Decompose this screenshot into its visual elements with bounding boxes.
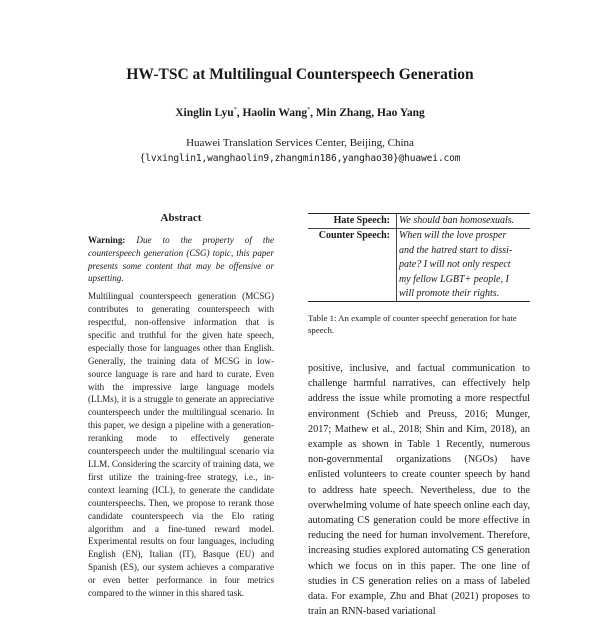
author-marker: * — [233, 107, 237, 114]
cell-line: pate? I will not only respect — [399, 259, 511, 271]
counter-speech-text — [396, 229, 530, 301]
table-bottom-rule — [308, 301, 530, 302]
table-caption: Table 1: An example of counter speechf generation for hate speech. — [308, 313, 517, 336]
hate-speech-text — [396, 214, 530, 228]
cell-line: will promote their rights. — [399, 288, 500, 300]
author-separator: , — [371, 107, 377, 119]
hate-speech-label: Hate Speech: — [333, 215, 390, 226]
counter-speech-label: Counter Speech: — [318, 230, 390, 242]
abstract-section — [88, 212, 274, 600]
content-warning — [88, 234, 274, 285]
abstract-body: Multilingual counterspeech generation (MCSG) contributes to generating counterspeech with respectful, non-offensive information that is specific and truthful for the given hate speech, especially those for languages other than English. Generally, the training data of MCSG in low-source language is rare and hard to curate. Even with the impressive large language models (LLMs), it is a struggle to generate an appreciative counterspeech under the multilingual scenario. In this paper, we design a pipeline with a generation-reranking mode to effectively generate counterspeech under the multilingual scenario via LLM. Considering the scarcity of training data, we first utilize the training-free strategy, i.e., in-context learning (ICL), to generate the candidate counterspeechs. Then, we propose to rerank those candidate counterspeech via the Elo rating algorithm and a fine-tuned reward model. Experimental results on four languages, including English (EN), Italian (IT), Basque (EU) and Spanish (ES), our system achieves a comparative or even better performance in four metrics compared to the winner in this shared task. — [88, 291, 274, 599]
cell-line: When will the love prosper — [399, 230, 507, 242]
author-name: Xinglin Lyu — [175, 107, 234, 119]
table-row — [308, 229, 530, 301]
example-table — [308, 213, 530, 302]
author-email[interactable]: {lvxinglin1,wanghaolin9,zhangmin186,yanghao30}@huawei.com — [139, 153, 461, 164]
abstract-heading: Abstract — [160, 212, 202, 224]
author-separator: , — [310, 107, 316, 119]
warning-text: Due to the property of the counterspeech generation (CSG) topic, this paper presents some content that may be offensive or upsetting. — [88, 235, 274, 284]
intro-paragraph: positive, inclusive, and factual communication to challenge harmful narratives, can effectively help address the issue while promoting a more respectful environment (Schieb and Preuss, 2016; Munger, 2017; Mathew et al., 2018; Shin and Kim, 2018), an example as shown in Table 1 Recently, numerous non-governmental organizations (NGOs) have enlisted volunteers to create counter speech by hand to address hate speech. Nevertheless, due to the overwhelming volume of hate speech online each day, automating CS generation could be more effective in reducing the need for human involvement. Therefore, increasing studies explored automating CS generation which we focus on in this paper. The one line of studies in CS generation relies on a mass of labeled data. For example, Zhu and Bhat (2021) proposes to train an RNN-based variational — [308, 363, 530, 618]
cell-line: We should ban homosexuals. — [399, 215, 515, 226]
author-name: Min Zhang — [315, 107, 372, 119]
cell-line: my fellow LGBT+ people, I — [399, 273, 509, 285]
author-list — [0, 107, 600, 119]
cell-line: and the hatred start to dissi- — [399, 244, 513, 256]
author-marker: * — [307, 107, 311, 114]
paper-title: HW-TSC at Multilingual Counterspeech Generation — [126, 66, 474, 83]
warning-label: Warning: — [88, 235, 126, 245]
author-separator: , — [236, 107, 243, 119]
author-name: Haolin Wang — [242, 107, 308, 119]
author-name: Hao Yang — [376, 107, 425, 119]
affiliation: Huawei Translation Services Center, Beijing, China — [186, 137, 414, 149]
table-row — [308, 214, 530, 228]
